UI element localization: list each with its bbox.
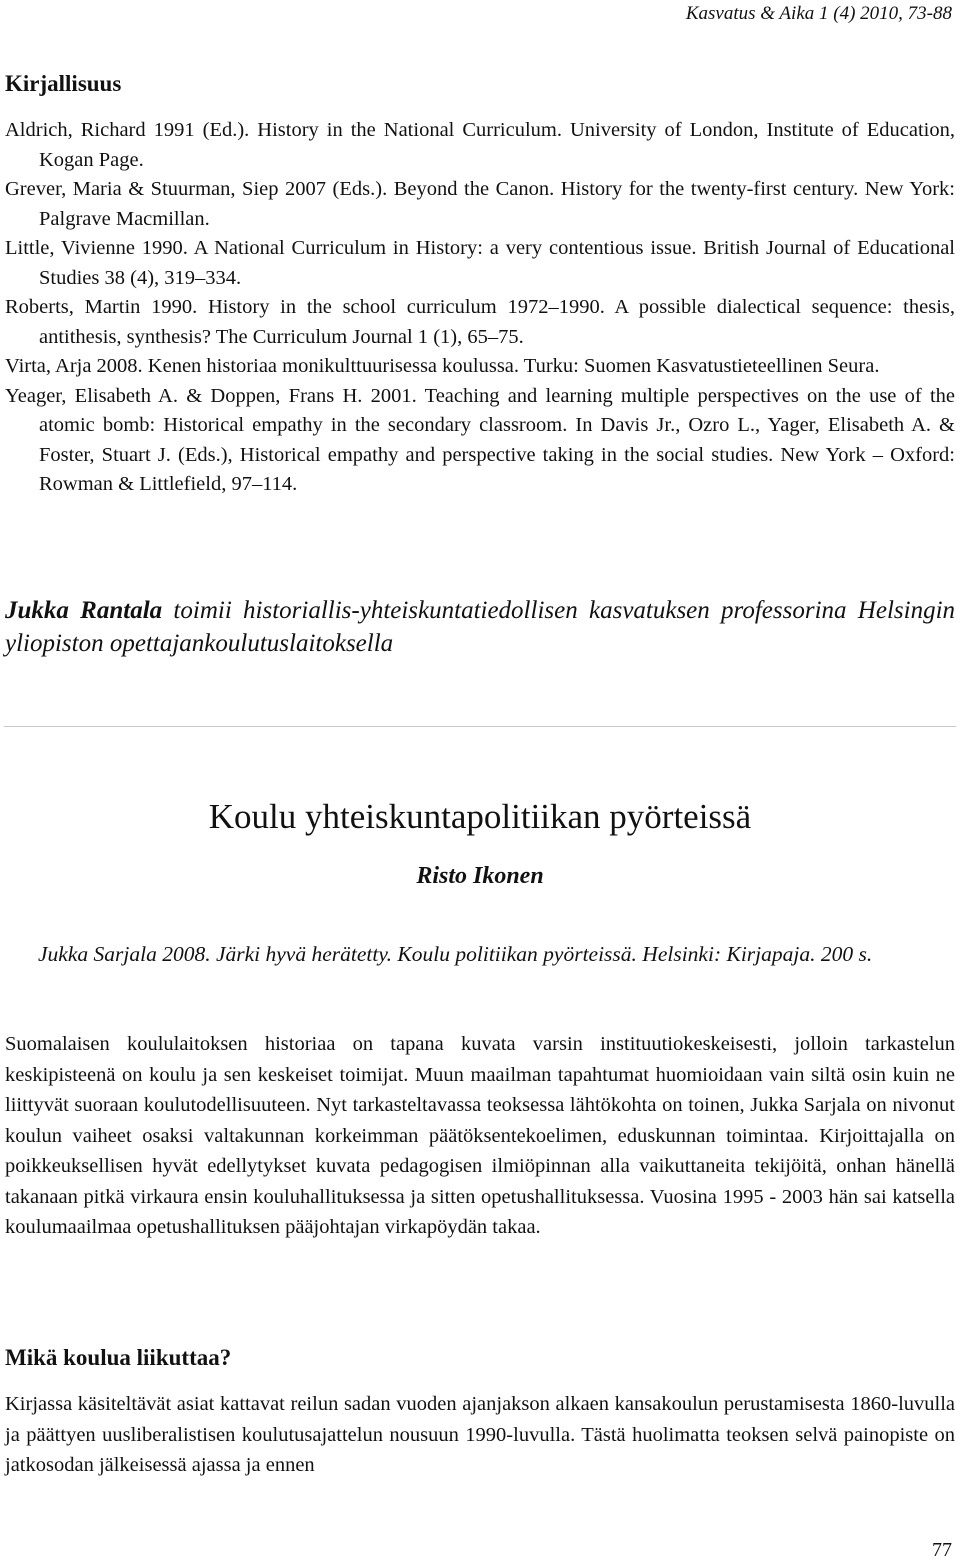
references-heading: Kirjallisuus [5, 71, 122, 96]
review-author: Risto Ikonen [416, 863, 544, 889]
body-paragraph: Kirjassa käsiteltävät asiat kattavat reilun sadan vuoden ajanjakson alkaen kansakoulun perustamisesta 1860-luvulla ja päättyen uusliberalistisen koulutusajattelun nousuun 1990-luvulla. Tästä huolimatta teoksen selvä painopiste on jatkosodan jälkeisessä ajassa ja ennen [5, 1393, 955, 1476]
reference-item: Virta, Arja 2008. Kenen historiaa monikulttuurisessa koulussa. Turku: Suomen Kasvatustieteellinen Seura. [5, 355, 880, 377]
review-title: Koulu yhteiskuntapolitiikan pyörteissä [208, 797, 752, 836]
running-head: Kasvatus & Aika 1 (4) 2010, 73-88 [685, 3, 952, 24]
section-subheading: Mikä koulua liikuttaa? [5, 1345, 232, 1370]
reference-item: Roberts, Martin 1990. History in the school curriculum 1972–1990. A possible dialectical sequence: thesis, antithesis, synthesis? The Curriculum Journal 1 (1), 65–75. [5, 296, 955, 348]
reference-item: Little, Vivienne 1990. A National Curriculum in History: a very contentious issue. British Journal of Educational Studies 38 (4), 319–334. [5, 237, 955, 289]
body-paragraph: Suomalaisen koululaitoksen historiaa on tapana kuvata varsin instituutiokeskeisesti, jolloin tarkastelun keskipisteenä on koulu ja sen keskeiset toimijat. Muun maailman tapahtumat huomioidaan vain siltä osin kuin ne liittyvät suoraan koulutodellisuuteen. Nyt tarkasteltavassa teoksessa lähtökohta on toinen, Jukka Sarjala on nivonut koulun vaiheet osaksi valtakunnan korkeimman päätöksentekoelimen, eduskunnan toimintaa. Kirjoittajalla on poikkeuksellisen hyvät edellytykset kuvata pedagogisen ilmiöpinnan alla vaikuttaneita tekijöitä, onhan hänellä takanaan pitkä virkaura ensin kouluhallituksessa ja sitten opetushallituksessa. Vuosina 1995 - 2003 hän sai katsella koulumaailmaa opetushallituksen pääjohtajan virkapöydän takaa. [5, 1033, 955, 1238]
references-list [5, 116, 955, 500]
reference-item: Aldrich, Richard 1991 (Ed.). History in the National Curriculum. University of London, Institute of Education, Kogan Page. [5, 119, 955, 171]
author-name: Jukka Rantala [5, 597, 163, 624]
reviewed-book-reference: Jukka Sarjala 2008. Järki hyvä herätetty. Koulu politiikan pyörteissä. Helsinki: Kirjapaja. 200 s. [38, 942, 873, 966]
reference-item: Grever, Maria & Stuurman, Siep 2007 (Eds.). Beyond the Canon. History for the twenty-first century. New York: Palgrave Macmillan. [5, 178, 955, 230]
section-divider [4, 726, 956, 727]
author-note-text: toimii historiallis-yhteiskuntatiedollisen kasvatuksen professorina Helsingin yliopiston opettajankoulutuslaitoksella [5, 597, 956, 657]
reference-item: Yeager, Elisabeth A. & Doppen, Frans H. 2001. Teaching and learning multiple perspectives on the use of the atomic bomb: Historical empathy in the secondary classroom. In Davis Jr., Ozro L., Yager, Elisabeth A. & Foster, Stuart J. (Eds.), Historical empathy and perspective taking in the social studies. New York – Oxford: Rowman & Littlefield, 97–114. [5, 384, 955, 495]
page-number: 77 [932, 1539, 952, 1561]
author-note [5, 594, 955, 660]
